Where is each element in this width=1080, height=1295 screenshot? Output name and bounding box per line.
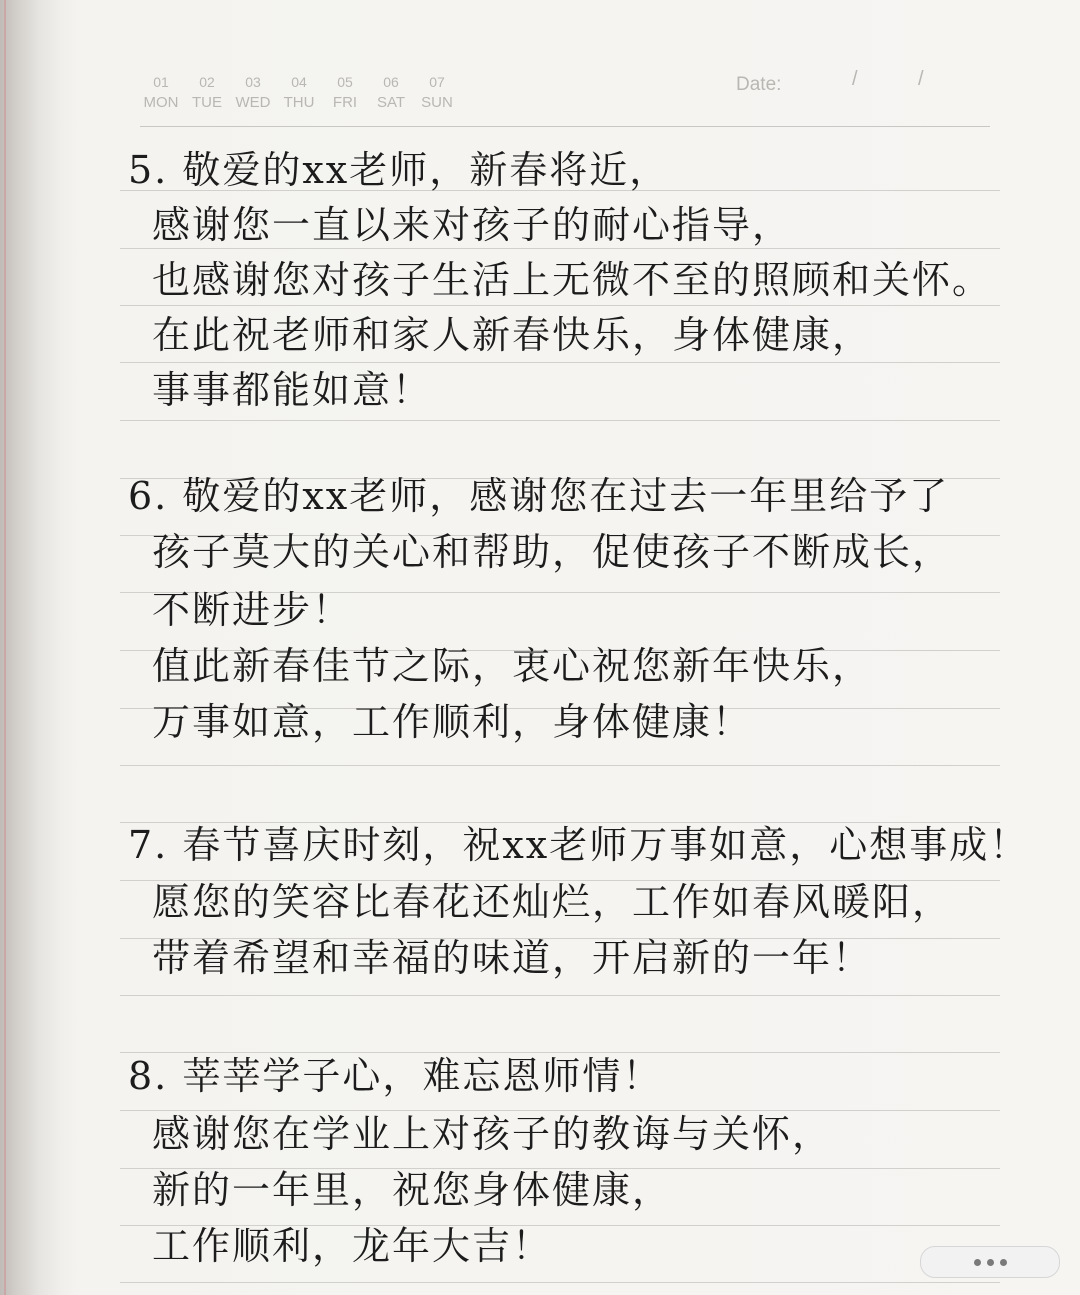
ruled-line — [120, 1052, 1000, 1053]
header-rule — [140, 126, 990, 127]
note-6-line-4: 值此新春佳节之际，衷心祝您新年快乐， — [152, 644, 873, 688]
date-slash: / — [852, 68, 858, 90]
more-options-button[interactable] — [920, 1246, 1060, 1278]
ruled-line — [120, 765, 1000, 766]
weekday-name: FRI — [332, 94, 358, 111]
binding-shadow — [0, 0, 78, 1295]
note-6-line-1: 6. 敬爱的xx老师，感谢您在过去一年里给予了 — [128, 474, 950, 518]
weekday-name: WED — [235, 94, 271, 111]
ruled-line — [120, 362, 1000, 363]
note-8-line-1: 8. 莘莘学子心，难忘恩师情！ — [128, 1054, 663, 1098]
note-8-line-3: 新的一年里，祝您身体健康， — [152, 1168, 673, 1212]
date-label: Date: — [736, 74, 782, 95]
weekday-number: 04 — [291, 74, 307, 90]
weekday-name: MON — [143, 94, 179, 111]
weekday-number: 01 — [153, 74, 169, 90]
weekday-thu — [278, 74, 320, 112]
margin-line — [4, 0, 6, 1295]
ruled-line — [120, 1282, 1000, 1283]
note-5-line-1: 5. 敬爱的xx老师，新春将近， — [128, 148, 670, 192]
dot-icon — [1000, 1259, 1007, 1266]
weekday-number: 03 — [245, 74, 261, 90]
note-5-line-3: 也感谢您对孩子生活上无微不至的照顾和关怀。 — [152, 258, 993, 302]
note-8-line-2: 感谢您在学业上对孩子的教诲与关怀， — [152, 1112, 833, 1156]
weekday-wed — [232, 74, 274, 112]
note-7-line-1: 7. 春节喜庆时刻，祝xx老师万事如意，心想事成！ — [128, 823, 1030, 867]
note-5-line-2: 感谢您一直以来对孩子的耐心指导， — [152, 203, 793, 247]
ruled-line — [120, 420, 1000, 421]
weekday-sun — [416, 74, 458, 112]
date-slash: / — [918, 68, 924, 90]
weekday-name: SUN — [421, 94, 453, 111]
weekday-header — [140, 74, 458, 112]
note-7-line-3: 带着希望和幸福的味道，开启新的一年！ — [152, 936, 873, 980]
note-7-line-2: 愿您的笑容比春花还灿烂，工作如春风暖阳， — [152, 880, 953, 924]
note-5-line-5: 事事都能如意！ — [152, 368, 433, 412]
ruled-line — [120, 995, 1000, 996]
weekday-name: SAT — [376, 94, 406, 111]
note-8-line-4: 工作顺利，龙年大吉！ — [152, 1224, 553, 1268]
weekday-sat — [370, 74, 412, 112]
note-6-line-2: 孩子莫大的关心和帮助，促使孩子不断成长， — [152, 530, 953, 574]
weekday-number: 07 — [429, 74, 445, 90]
weekday-mon — [140, 74, 182, 112]
weekday-number: 02 — [199, 74, 215, 90]
weekday-number: 06 — [383, 74, 399, 90]
dot-icon — [974, 1259, 981, 1266]
weekday-tue — [186, 74, 228, 112]
weekday-name: TUE — [192, 94, 222, 111]
weekday-number: 05 — [337, 74, 353, 90]
note-6-line-5: 万事如意，工作顺利，身体健康！ — [152, 700, 753, 744]
weekday-fri — [324, 74, 366, 112]
ruled-line — [120, 305, 1000, 306]
ruled-line — [120, 248, 1000, 249]
note-6-line-3: 不断进步！ — [152, 588, 353, 632]
dot-icon — [987, 1259, 994, 1266]
weekday-name: THU — [283, 94, 315, 111]
note-5-line-4: 在此祝老师和家人新春快乐，身体健康， — [152, 313, 873, 357]
ruled-line — [120, 1110, 1000, 1111]
